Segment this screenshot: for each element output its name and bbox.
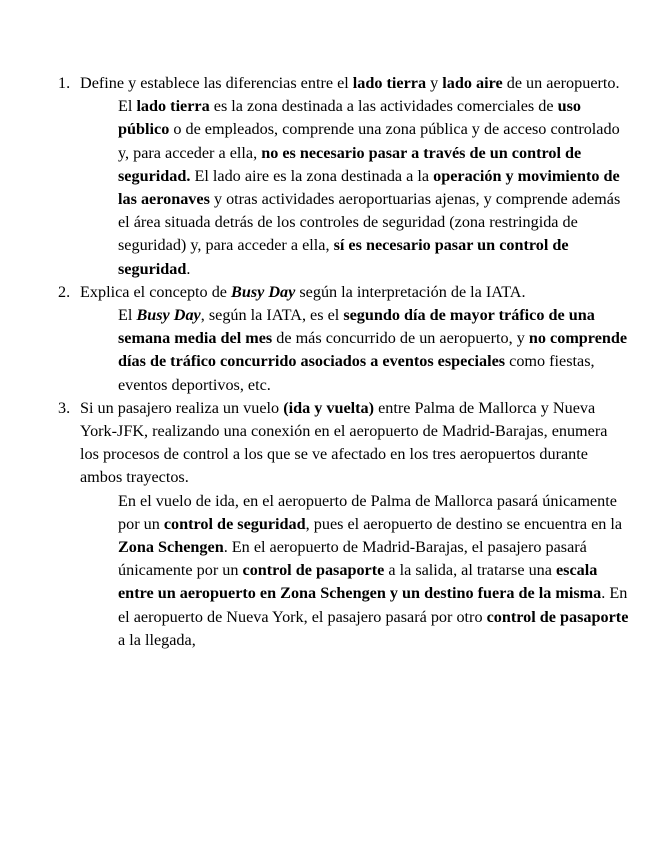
question-text: Si un pasajero realiza un vuelo (ida y vuelta) entre Palma de Mallorca y Nueva York-JFK, realizando una conexión en el aeropuerto de Madrid-Barajas, enumera los procesos de control a los que se ve afectado en los tres aeropuertos durante ambos trayectos. (80, 398, 608, 487)
emphasis-text: lado tierra (352, 74, 427, 92)
emphasis-text: escala entre un aeropuerto en Zona Schengen y un destino fuera de la misma (118, 561, 602, 603)
emphasis-text: no comprende días de tráfico concurrido asociados a eventos especiales (118, 329, 628, 371)
question-number: 2. (58, 282, 71, 301)
emphasis-text: Busy Day (231, 282, 296, 301)
emphasis-text: sí es necesario pasar un control de seguridad (118, 236, 569, 278)
emphasis-text: Zona Schengen (118, 538, 224, 557)
emphasis-text: control de pasaporte (242, 561, 385, 580)
emphasis-text: lado tierra (136, 97, 210, 116)
answer-text: El Busy Day, según la IATA, es el segundo día de mayor tráfico de una semana media del mes de más concurrido de un aeropuerto, y no comprende días de tráfico concurrido asociados a eventos especiales como fiestas, eventos deportivos, etc. (118, 306, 628, 394)
question-text: Explica el concepto de Busy Day según la interpretación de la IATA. (80, 282, 526, 301)
emphasis-text: uso público (118, 97, 581, 139)
question-list (58, 72, 630, 652)
question-text: Define y establece las diferencias entre el lado tierra y lado aire de un aeropuerto. (80, 74, 620, 92)
question-item-1 (58, 72, 630, 281)
emphasis-text: Busy Day (136, 306, 201, 325)
answer-text: En el vuelo de ida, en el aeropuerto de Palma de Mallorca pasará únicamente por un control de seguridad, pues el aeropuerto de destino se encuentra en la Zona Schengen. En el aeropuerto de Madrid-Barajas, el pasajero pasará únicamente por un control de pasaporte a la salida, al tratarse una escala entre un aeropuerto en Zona Schengen y un destino fuera de la misma. En el aeropuerto de Nueva York, el pasajero pasará por otro control de pasaporte a la llegada, (118, 491, 629, 649)
emphasis-text: control de seguridad (163, 514, 306, 533)
emphasis-text: lado aire (442, 74, 503, 92)
emphasis-text: (ida y vuelta) (283, 398, 375, 417)
answer-text: El lado tierra es la zona destinada a las actividades comerciales de uso público o de empleados, comprende una zona pública y de acceso controlado y, para acceder a ella, no es necesario pasar a través de un control de seguridad. El lado aire es la zona destinada a la operación y movimiento de las aeronaves y otras actividades aeroportuarias ajenas, y comprende además el área situada detrás de los controles de seguridad (zona restringida de seguridad) y, para acceder a ella, sí es necesario pasar un control de seguridad. (118, 97, 621, 278)
question-item-3 (58, 397, 630, 652)
emphasis-text: segundo día de mayor tráfico de una semana media del mes (118, 306, 595, 348)
emphasis-text: no es necesario pasar a través de un control de seguridad. (118, 143, 582, 185)
emphasis-text: control de pasaporte (486, 607, 629, 626)
question-item-2 (58, 281, 630, 397)
emphasis-text: operación y movimiento de las aeronaves (118, 166, 620, 209)
question-number: 3. (58, 398, 71, 417)
question-number: 1. (58, 74, 71, 92)
